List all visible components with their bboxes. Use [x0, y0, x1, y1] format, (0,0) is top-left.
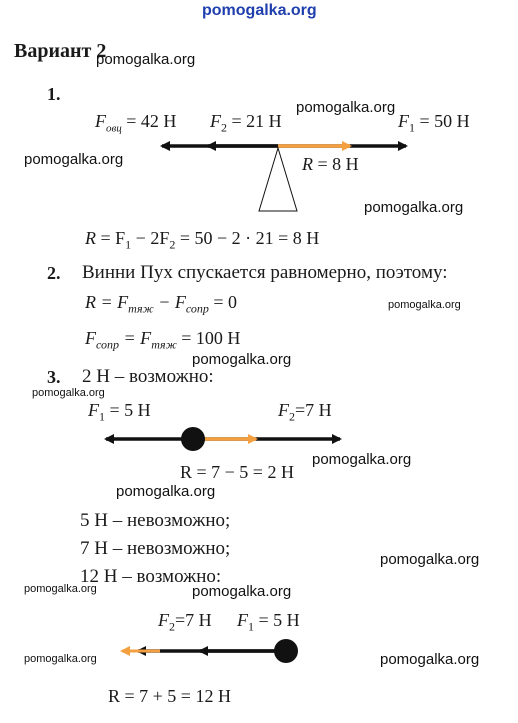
watermark-top: pomogalka.org: [202, 2, 317, 19]
watermark: pomogalka.org: [364, 199, 464, 216]
watermark: pomogalka.org: [96, 51, 196, 68]
watermark: pomogalka.org: [116, 483, 216, 500]
watermark: pomogalka.org: [24, 583, 97, 595]
variant-title: Вариант 2: [14, 40, 107, 62]
watermark: pomogalka.org: [296, 99, 396, 116]
task2-number: 2.: [47, 263, 61, 283]
task2-text: Винни Пух спускается равномерно, поэтому:: [82, 262, 448, 283]
body-point-3: [274, 639, 298, 663]
task2-eq2: $F_{сопр} = F_{тяж} = 100$ Н: [85, 328, 241, 352]
task3-case-2n: 2 Н – возможно:: [82, 366, 214, 387]
fulcrum: [259, 148, 297, 211]
task3-number: 3.: [47, 367, 61, 387]
task1-r-label: R = 8 Н: [302, 154, 359, 174]
d2-f2-label: $F_2=7$ Н: [158, 610, 212, 634]
task3-case-12n: 12 Н – возможно:: [80, 566, 222, 587]
d2-f1-label: $F_1 = 5$ Н: [237, 610, 300, 634]
d1-f1-label: $F_1 = 5$ Н: [88, 400, 151, 424]
d1-resultant-formula: R = 7 − 5 = 2 Н: [180, 462, 294, 482]
watermark: pomogalka.org: [192, 583, 292, 600]
watermark: pomogalka.org: [388, 299, 461, 311]
watermark: pomogalka.org: [32, 387, 105, 399]
body-point-2: [181, 427, 205, 451]
task3-case-7n: 7 Н – невозможно;: [80, 538, 231, 559]
task1-formula: $R = F_1 - 2F_2 = 50 - 2 \cdot 21 = 8$ Н: [85, 228, 320, 252]
task2-eq1: $R = F_{тяж} - F_{сопр} = 0$: [85, 292, 238, 316]
task1-f1-label: $F_1 = 50$ Н: [398, 111, 470, 135]
d1-f2-label: $F_2=7$ Н: [278, 400, 332, 424]
watermark: pomogalka.org: [24, 151, 124, 168]
watermark: pomogalka.org: [192, 351, 292, 368]
watermark: pomogalka.org: [380, 651, 480, 668]
watermark: pomogalka.org: [24, 653, 97, 665]
task1-f2-label: $F_2 = 21$ Н: [210, 111, 282, 135]
watermark: pomogalka.org: [380, 551, 480, 568]
d2-resultant-formula: R = 7 + 5 = 12 Н: [108, 686, 231, 706]
watermark: pomogalka.org: [312, 451, 412, 468]
task3-case-5n: 5 Н – невозможно;: [80, 510, 231, 531]
task1-number: 1.: [47, 84, 61, 104]
task1-f-ovech-label: $F_{овц} = 42$ Н: [95, 111, 177, 135]
